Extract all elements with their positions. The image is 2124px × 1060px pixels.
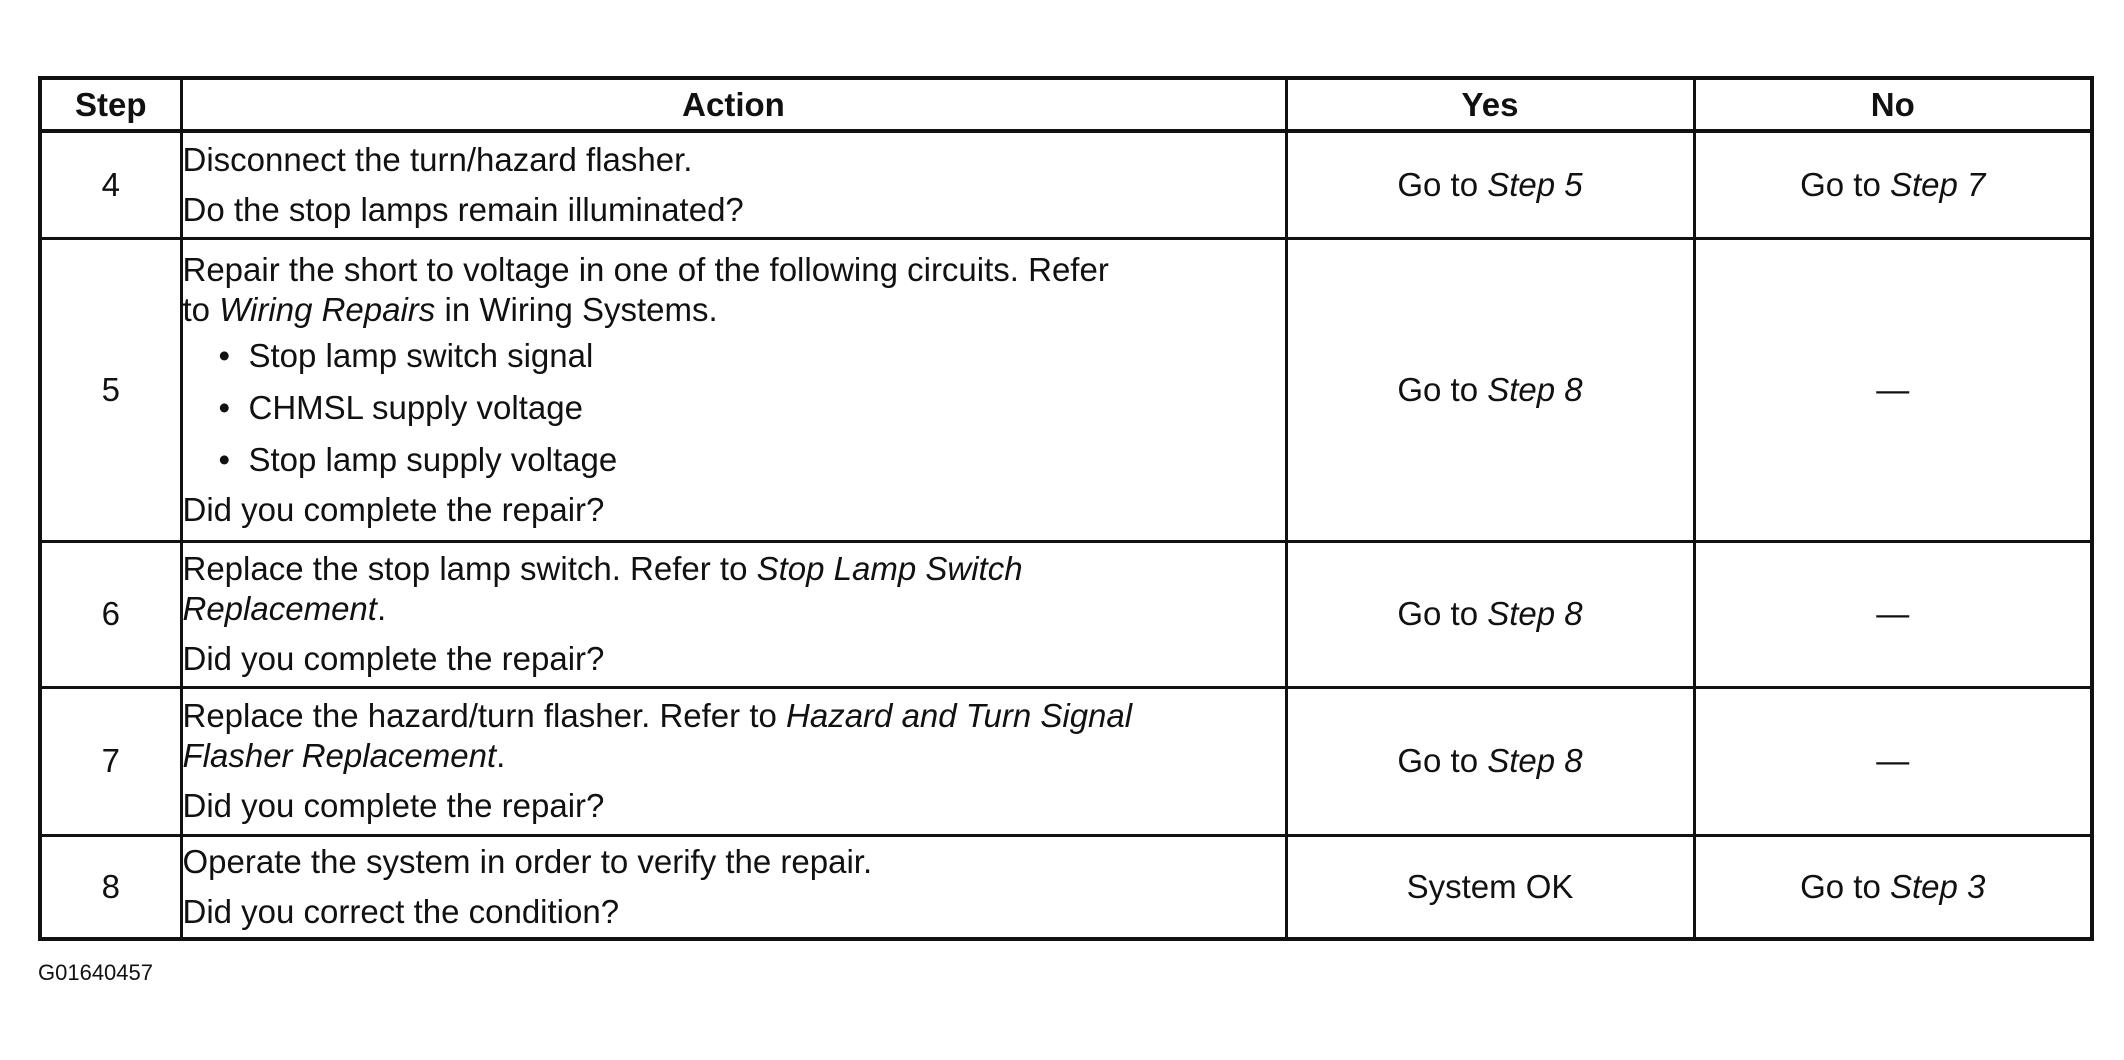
action-cell — [181, 541, 1286, 687]
action-cell — [181, 687, 1286, 835]
yes-prefix: Go to — [1397, 165, 1488, 203]
yes-step-link: Step 8 — [1487, 370, 1583, 408]
action-question: Did you complete the repair? — [182, 640, 605, 677]
figure-code: G01640457 — [38, 960, 153, 985]
action-text-suffix: . — [376, 590, 387, 627]
no-cell — [1694, 541, 2092, 687]
action-cell — [181, 131, 1286, 238]
table-row-step-7 — [40, 687, 2092, 835]
yes-result: System OK — [1406, 867, 1574, 905]
action-text-prefix: Replace the hazard/turn flasher. Refer to — [182, 697, 787, 734]
table-row-step-8 — [40, 835, 2092, 939]
action-text-line-2 — [183, 589, 1285, 629]
action-cell — [181, 835, 1286, 939]
action-text-prefix: Replace the stop lamp switch. Refer to — [182, 550, 757, 587]
yes-step-link: Step 8 — [1487, 742, 1583, 779]
circuit-list — [183, 336, 1285, 480]
no-step-link: Step 3 — [1889, 867, 1986, 905]
header-action: Action — [181, 78, 1286, 131]
action-text-line-1 — [183, 549, 1285, 589]
no-cell — [1694, 835, 2092, 939]
header-no: No — [1694, 78, 2092, 131]
action-question: Did you complete the repair? — [182, 787, 605, 824]
yes-step-link: Step 8 — [1487, 595, 1583, 632]
no-prefix: Go to — [1800, 165, 1890, 203]
no-dash: — — [1876, 742, 1910, 779]
action-cell — [181, 238, 1286, 541]
step-number: 8 — [40, 835, 181, 939]
header-step: Step — [40, 78, 181, 131]
header-row — [40, 78, 2092, 131]
action-text: Disconnect the turn/hazard flasher. — [182, 140, 693, 178]
header-yes: Yes — [1286, 78, 1694, 131]
no-cell — [1694, 131, 2092, 238]
yes-cell — [1286, 835, 1694, 939]
yes-cell — [1286, 541, 1694, 687]
diagnostic-table — [38, 76, 2094, 941]
no-prefix: Go to — [1800, 867, 1890, 905]
step-number: 5 — [40, 238, 181, 541]
step-number: 6 — [40, 541, 181, 687]
step-number: 7 — [40, 687, 181, 835]
table-row-step-6 — [40, 541, 2092, 687]
action-question: Do the stop lamps remain illuminated? — [182, 190, 744, 228]
no-dash: — — [1876, 595, 1910, 632]
no-cell — [1694, 238, 2092, 541]
action-text-line-1: Repair the short to voltage in one of the following circuits. Refer — [182, 250, 1109, 288]
action-text-suffix: . — [496, 737, 506, 774]
reference-link-cont: Flasher Replacement — [182, 737, 497, 774]
action-text-suffix: in Wiring Systems. — [435, 290, 718, 328]
yes-cell — [1286, 238, 1694, 541]
step-number: 4 — [40, 131, 181, 238]
list-item: • Stop lamp switch signal — [219, 336, 1285, 376]
no-step-link: Step 7 — [1889, 165, 1986, 203]
reference-link: Stop Lamp Switch — [756, 550, 1023, 587]
no-cell — [1694, 687, 2092, 835]
reference-link-cont: Replacement — [182, 590, 377, 627]
action-text-line-2 — [183, 736, 1285, 776]
action-text: Operate the system in order to verify the repair. — [182, 842, 873, 880]
yes-prefix: Go to — [1397, 595, 1488, 632]
table-row-step-5 — [40, 238, 2092, 541]
yes-cell — [1286, 131, 1694, 238]
action-text-prefix: to — [182, 290, 220, 328]
reference-link: Wiring Repairs — [219, 290, 436, 328]
no-dash: — — [1876, 370, 1910, 408]
list-item: • CHMSL supply voltage — [219, 388, 1285, 428]
action-text-line-2 — [183, 290, 1285, 330]
yes-cell — [1286, 687, 1694, 835]
yes-prefix: Go to — [1397, 370, 1488, 408]
action-question: Did you correct the condition? — [182, 892, 620, 930]
table-row-step-4 — [40, 131, 2092, 238]
action-text-line-1 — [183, 696, 1285, 736]
list-item: • Stop lamp supply voltage — [219, 440, 1285, 480]
reference-link: Hazard and Turn Signal — [786, 697, 1133, 734]
yes-step-link: Step 5 — [1487, 165, 1583, 203]
yes-prefix: Go to — [1397, 742, 1488, 779]
action-question: Did you complete the repair? — [182, 490, 605, 528]
